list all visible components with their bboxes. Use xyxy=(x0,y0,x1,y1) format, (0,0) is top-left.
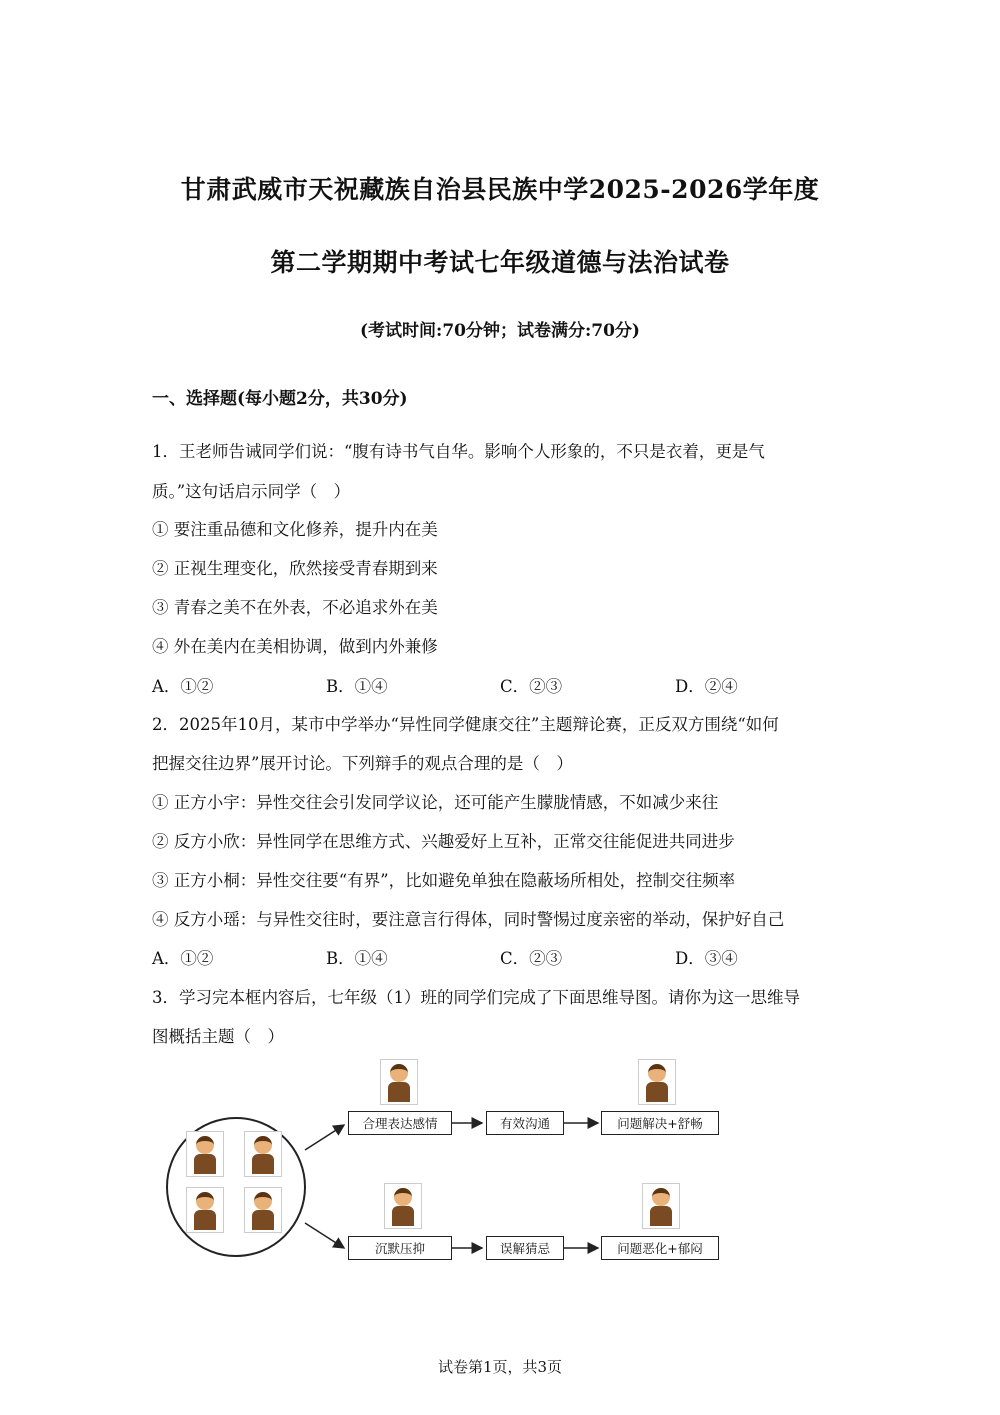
box-effective-communication: 有效沟通 xyxy=(486,1111,564,1135)
q1-item-2: ② 正视生理变化，欣然接受青春期到来 xyxy=(152,559,438,578)
q2-item-3: ③ 正方小桐：异性交往要“有界”，比如避免单独在隐蔽场所相处，控制交往频率 xyxy=(152,871,736,890)
paper-title-line2: 第二学期期中考试七年级道德与法治试卷 xyxy=(270,248,730,277)
q1-option-d[interactable]: D．②④ xyxy=(675,677,738,696)
q2-option-c[interactable]: C．②③ xyxy=(500,949,563,968)
q1-option-a[interactable]: A．①② xyxy=(152,677,214,696)
box-problem-worsens: 问题恶化+郁闷 xyxy=(601,1236,719,1260)
box-problem-solved: 问题解决+舒畅 xyxy=(601,1111,719,1135)
face-illustration xyxy=(384,1183,422,1229)
section-heading: 一、选择题(每小题2分，共30分) xyxy=(152,389,408,409)
box-misunderstanding: 误解猜忌 xyxy=(486,1236,564,1260)
q2-item-1: ① 正方小宇：异性交往会引发同学议论，还可能产生朦胧情感，不如减少来往 xyxy=(152,793,719,812)
q1-stem-line1: 1．王老师告诫同学们说：“腹有诗书气自华。影响个人形象的，不只是衣着，更是气 xyxy=(152,442,765,461)
q2-item-2: ② 反方小欣：异性同学在思维方式、兴趣爱好上互补，正常交往能促进共同进步 xyxy=(152,832,735,851)
face-illustration xyxy=(244,1131,282,1177)
q2-stem-line2: 把握交往边界”展开讨论。下列辩手的观点合理的是（ ） xyxy=(152,754,573,773)
q1-stem-line2: 质。”这句话启示同学（ ） xyxy=(152,482,351,501)
q1-item-1: ① 要注重品德和文化修养，提升内在美 xyxy=(152,520,438,539)
face-illustration xyxy=(380,1059,418,1105)
face-illustration xyxy=(244,1187,282,1233)
q2-item-4: ④ 反方小瑶：与异性交往时，要注意言行得体，同时警惕过度亲密的举动，保护好自己 xyxy=(152,910,785,929)
face-illustration xyxy=(638,1059,676,1105)
face-illustration xyxy=(642,1183,680,1229)
q1-item-4: ④ 外在美内在美相协调，做到内外兼修 xyxy=(152,637,438,656)
q3-stem-line2: 图概括主题（ ） xyxy=(152,1027,284,1046)
q2-option-a[interactable]: A．①② xyxy=(152,949,214,968)
box-express-feelings: 合理表达感情 xyxy=(348,1111,452,1135)
q2-stem-line1: 2．2025年10月，某市中学举办“异性同学健康交往”主题辩论赛，正反双方围绕“如何 xyxy=(152,715,779,734)
q3-stem-line1: 3．学习完本框内容后，七年级（1）班的同学们完成了下面思维导图。请你为这一思维导 xyxy=(152,988,800,1007)
q1-option-c[interactable]: C．②③ xyxy=(500,677,563,696)
box-silent-suppression: 沉默压抑 xyxy=(348,1236,452,1260)
q1-option-b[interactable]: B．①④ xyxy=(326,677,388,696)
q2-option-d[interactable]: D．③④ xyxy=(675,949,738,968)
q1-item-3: ③ 青春之美不在外表，不必追求外在美 xyxy=(152,598,438,617)
exam-info: (考试时间:70分钟；试卷满分:70分) xyxy=(360,321,640,341)
face-illustration xyxy=(186,1187,224,1233)
q2-option-b[interactable]: B．①④ xyxy=(326,949,388,968)
paper-title-line1: 甘肃武威市天祝藏族自治县民族中学2025-2026学年度 xyxy=(180,175,820,204)
page-footer: 试卷第1页，共3页 xyxy=(437,1358,563,1376)
face-illustration xyxy=(186,1131,224,1177)
mind-map-diagram xyxy=(160,1055,740,1275)
